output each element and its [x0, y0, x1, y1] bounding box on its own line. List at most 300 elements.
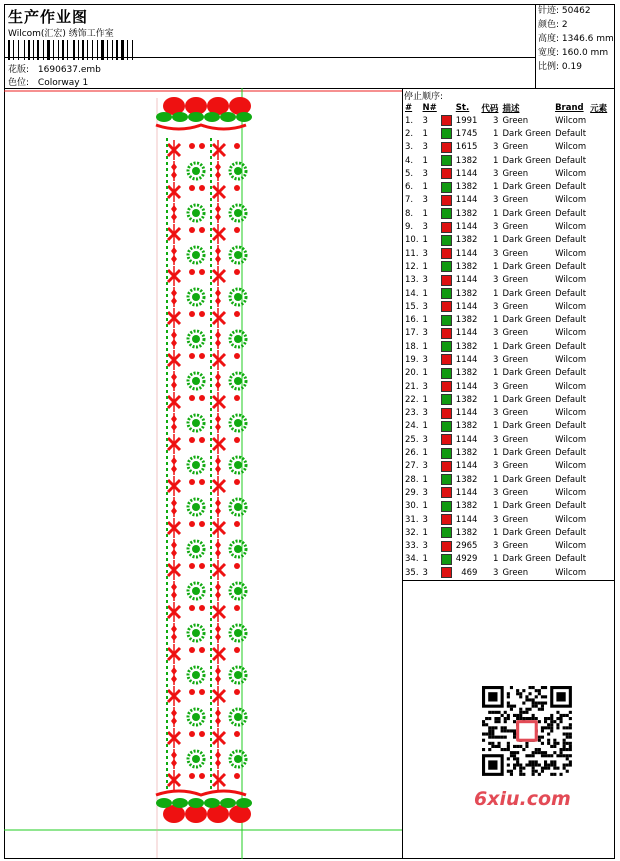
row-description: Dark Green [502, 501, 552, 512]
row-element [588, 167, 609, 180]
row-description: Dark Green [502, 474, 552, 485]
row-needle: 1 [422, 341, 428, 352]
row-swatch [439, 260, 454, 273]
row-description: Dark Green [502, 288, 552, 299]
row-needle: 1 [422, 261, 428, 272]
row-brand: Wilcom [555, 408, 587, 419]
row-element [588, 247, 609, 260]
row-stitches: 1382 [455, 341, 478, 352]
row-element [588, 340, 609, 353]
row-index: 34. [405, 554, 419, 565]
page-subtitle: Wilcom(汇宏) 绣饰工作室 [8, 29, 114, 39]
row-swatch [439, 433, 454, 446]
table-row [403, 167, 609, 180]
qr-code-image [470, 682, 586, 782]
row-needle: 1 [422, 155, 428, 166]
row-needle: 3 [422, 115, 428, 126]
table-row [403, 446, 609, 459]
row-swatch [439, 154, 454, 167]
row-description: Green [502, 222, 529, 233]
color-swatch [441, 301, 452, 312]
color-swatch [441, 368, 452, 379]
row-element [588, 380, 609, 393]
row-element [588, 220, 609, 233]
row-code: 1 [493, 315, 499, 326]
row-needle: 3 [422, 381, 428, 392]
row-description: Dark Green [502, 235, 552, 246]
row-stitches: 1382 [455, 368, 478, 379]
row-brand: Wilcom [555, 275, 587, 286]
row-brand: Default [555, 208, 587, 219]
table-row [403, 566, 609, 579]
color-swatch [441, 315, 452, 326]
row-description: Dark Green [502, 394, 552, 405]
row-stitches: 1382 [455, 315, 478, 326]
row-needle: 3 [422, 168, 428, 179]
table-row [403, 540, 609, 553]
color-swatch [441, 354, 452, 365]
row-code: 3 [493, 434, 499, 445]
row-stitches: 1382 [455, 421, 478, 432]
color-swatch [441, 128, 452, 139]
row-needle: 3 [422, 275, 428, 286]
row-stitches: 1745 [455, 128, 478, 139]
row-code: 1 [493, 208, 499, 219]
row-element [588, 260, 609, 273]
row-brand: Default [555, 421, 587, 432]
row-brand: Wilcom [555, 301, 587, 312]
row-code: 1 [493, 368, 499, 379]
row-needle: 1 [422, 474, 428, 485]
row-index: 12. [405, 261, 419, 272]
color-swatch [441, 222, 452, 233]
row-needle: 1 [422, 368, 428, 379]
row-element [588, 207, 609, 220]
row-element [588, 287, 609, 300]
row-code: 1 [493, 448, 499, 459]
color-swatch [441, 567, 452, 578]
row-element [588, 327, 609, 340]
row-code: 1 [493, 501, 499, 512]
row-stitches: 1144 [455, 434, 478, 445]
row-stitches: 1991 [455, 115, 478, 126]
row-swatch [439, 194, 454, 207]
row-needle: 3 [422, 567, 428, 578]
row-description: Green [502, 328, 529, 339]
row-element [588, 500, 609, 513]
row-needle: 1 [422, 501, 428, 512]
color-swatch [441, 541, 452, 552]
row-brand: Default [555, 341, 587, 352]
row-element [588, 460, 609, 473]
embroidery-pattern [156, 97, 252, 823]
row-brand: Wilcom [555, 461, 587, 472]
row-brand: Wilcom [555, 434, 587, 445]
col-header-swatch [439, 101, 454, 114]
row-description: Green [502, 567, 529, 578]
row-swatch [439, 486, 454, 499]
row-needle: 1 [422, 128, 428, 139]
row-swatch [439, 180, 454, 193]
row-stitches: 1382 [455, 155, 478, 166]
row-code: 1 [493, 554, 499, 565]
row-description: Green [502, 195, 529, 206]
row-element [588, 433, 609, 446]
row-element [588, 194, 609, 207]
colorway-label: 色位: [8, 78, 30, 88]
row-element [588, 367, 609, 380]
row-swatch [439, 234, 454, 247]
row-stitches: 1382 [455, 261, 478, 272]
table-row [403, 234, 609, 247]
row-code: 1 [493, 341, 499, 352]
row-needle: 1 [422, 421, 428, 432]
row-index: 9. [405, 222, 414, 233]
row-index: 16. [405, 315, 419, 326]
row-brand: Wilcom [555, 248, 587, 259]
col-header-description: 描述 [502, 103, 520, 114]
row-swatch [439, 220, 454, 233]
row-stitches: 1144 [455, 275, 478, 286]
row-needle: 3 [422, 408, 428, 419]
row-needle: 3 [422, 514, 428, 525]
table-row [403, 353, 609, 366]
row-needle: 3 [422, 354, 428, 365]
row-index: 33. [405, 541, 419, 552]
stat-scale: 比例: 0.19 [538, 62, 582, 72]
row-needle: 1 [422, 448, 428, 459]
row-brand: Default [555, 527, 587, 538]
row-description: Green [502, 115, 529, 126]
row-brand: Default [555, 554, 587, 565]
guide-lines [4, 88, 402, 859]
row-swatch [439, 540, 454, 553]
row-brand: Wilcom [555, 567, 587, 578]
row-code: 3 [493, 142, 499, 153]
table-row [403, 553, 609, 566]
row-stitches: 2965 [455, 541, 478, 552]
row-code: 3 [493, 487, 499, 498]
color-swatch [441, 394, 452, 405]
row-stitches: 1144 [455, 487, 478, 498]
row-element [588, 353, 609, 366]
row-needle: 3 [422, 248, 428, 259]
row-code: 3 [493, 381, 499, 392]
row-element [588, 141, 609, 154]
color-swatch [441, 288, 452, 299]
row-index: 24. [405, 421, 419, 432]
design-file-value: 1690637.emb [37, 65, 101, 75]
row-needle: 1 [422, 315, 428, 326]
row-brand: Wilcom [555, 354, 587, 365]
row-description: Green [502, 168, 529, 179]
table-row [403, 207, 609, 220]
row-description: Green [502, 142, 529, 153]
row-stitches: 1382 [455, 474, 478, 485]
row-stitches: 1144 [455, 354, 478, 365]
table-row [403, 380, 609, 393]
table-row [403, 407, 609, 420]
row-needle: 3 [422, 222, 428, 233]
table-row [403, 194, 609, 207]
row-swatch [439, 526, 454, 539]
row-index: 22. [405, 394, 419, 405]
row-swatch [439, 167, 454, 180]
row-brand: Default [555, 261, 587, 272]
color-swatch [441, 208, 452, 219]
row-element [588, 513, 609, 526]
row-swatch [439, 127, 454, 140]
row-index: 17. [405, 328, 419, 339]
row-code: 3 [493, 541, 499, 552]
row-swatch [439, 353, 454, 366]
watermark-logo: 6xiu.com [474, 788, 571, 810]
row-brand: Default [555, 394, 587, 405]
row-stitches: 1144 [455, 248, 478, 259]
col-header-element: 元素 [590, 103, 608, 114]
row-swatch [439, 446, 454, 459]
row-element [588, 446, 609, 459]
table-row [403, 486, 609, 499]
row-description: Green [502, 487, 529, 498]
row-index: 31. [405, 514, 419, 525]
row-code: 1 [493, 421, 499, 432]
row-code: 3 [493, 354, 499, 365]
col-header-index: # [405, 102, 413, 113]
row-brand: Default [555, 182, 587, 193]
row-element [588, 234, 609, 247]
row-description: Dark Green [502, 155, 552, 166]
row-stitches: 1382 [455, 288, 478, 299]
color-swatch [441, 195, 452, 206]
row-description: Green [502, 381, 529, 392]
row-needle: 1 [422, 235, 428, 246]
row-description: Dark Green [502, 421, 552, 432]
color-swatch [441, 341, 452, 352]
row-stitches: 1382 [455, 182, 478, 193]
row-code: 1 [493, 235, 499, 246]
table-row [403, 460, 609, 473]
row-description: Green [502, 541, 529, 552]
table-row [403, 433, 609, 446]
table-row [403, 340, 609, 353]
row-index: 6. [405, 182, 414, 193]
row-stitches: 1144 [455, 461, 478, 472]
stat-height: 高度: 1346.6 mm [538, 34, 614, 44]
table-row [403, 420, 609, 433]
table-row [403, 393, 609, 406]
row-code: 3 [493, 328, 499, 339]
row-index: 18. [405, 341, 419, 352]
row-stitches: 469 [461, 567, 478, 578]
row-index: 29. [405, 487, 419, 498]
row-code: 1 [493, 128, 499, 139]
table-row [403, 127, 609, 140]
color-swatch [441, 275, 452, 286]
row-needle: 3 [422, 487, 428, 498]
color-swatch [441, 501, 452, 512]
table-row [403, 473, 609, 486]
row-swatch [439, 274, 454, 287]
row-stitches: 1382 [455, 235, 478, 246]
row-index: 19. [405, 354, 419, 365]
row-brand: Wilcom [555, 487, 587, 498]
color-swatch [441, 168, 452, 179]
color-swatch [441, 248, 452, 259]
row-swatch [439, 313, 454, 326]
row-index: 1. [405, 115, 414, 126]
color-swatch [441, 461, 452, 472]
colorway-row [8, 75, 88, 88]
color-swatch [441, 434, 452, 445]
row-description: Green [502, 461, 529, 472]
color-swatch [441, 421, 452, 432]
color-swatch [441, 527, 452, 538]
header-panel [4, 4, 536, 88]
row-description: Dark Green [502, 368, 552, 379]
col-header-needle: N# [422, 102, 437, 113]
color-swatch [441, 554, 452, 565]
color-swatch [441, 487, 452, 498]
table-row [403, 500, 609, 513]
table-row [403, 367, 609, 380]
color-swatch [441, 235, 452, 246]
stat-width: 宽度: 160.0 mm [538, 48, 609, 58]
row-code: 3 [493, 275, 499, 286]
embroidery-preview [4, 88, 402, 859]
row-element [588, 114, 609, 127]
table-row [403, 287, 609, 300]
row-swatch [439, 500, 454, 513]
row-description: Dark Green [502, 527, 552, 538]
row-code: 3 [493, 168, 499, 179]
table-row [403, 526, 609, 539]
row-brand: Default [555, 448, 587, 459]
row-description: Green [502, 301, 529, 312]
row-code: 3 [493, 514, 499, 525]
color-swatch [441, 182, 452, 193]
row-index: 28. [405, 474, 419, 485]
header-divider [4, 57, 536, 58]
stop-sequence-table [403, 101, 609, 579]
row-stitches: 1144 [455, 195, 478, 206]
stop-sequence-label: 停止顺序: [404, 92, 444, 102]
table-row [403, 260, 609, 273]
row-needle: 3 [422, 301, 428, 312]
row-index: 5. [405, 168, 414, 179]
row-brand: Default [555, 474, 587, 485]
row-brand: Default [555, 315, 587, 326]
row-brand: Default [555, 128, 587, 139]
row-stitches: 1382 [455, 394, 478, 405]
row-swatch [439, 407, 454, 420]
col-header-stitches: St. [455, 102, 470, 113]
row-swatch [439, 393, 454, 406]
row-description: Dark Green [502, 128, 552, 139]
row-brand: Wilcom [555, 514, 587, 525]
row-stitches: 1144 [455, 222, 478, 233]
row-needle: 1 [422, 182, 428, 193]
row-code: 3 [493, 195, 499, 206]
row-index: 30. [405, 501, 419, 512]
table-bottom-divider [402, 580, 615, 581]
row-stitches: 1615 [455, 142, 478, 153]
color-swatch [441, 261, 452, 272]
row-description: Green [502, 354, 529, 365]
row-brand: Wilcom [555, 115, 587, 126]
row-index: 15. [405, 301, 419, 312]
row-swatch [439, 327, 454, 340]
color-swatch [441, 381, 452, 392]
row-brand: Default [555, 501, 587, 512]
row-index: 11. [405, 248, 419, 259]
stat-stitches: 针迹: 50462 [538, 6, 591, 16]
row-element [588, 313, 609, 326]
row-code: 1 [493, 527, 499, 538]
row-description: Dark Green [502, 315, 552, 326]
row-index: 25. [405, 434, 419, 445]
color-swatch [441, 448, 452, 459]
row-swatch [439, 114, 454, 127]
row-swatch [439, 513, 454, 526]
row-swatch [439, 141, 454, 154]
row-index: 32. [405, 527, 419, 538]
design-file-label: 花版: [8, 65, 30, 75]
row-element [588, 407, 609, 420]
stat-colors: 颜色: 2 [538, 20, 568, 30]
row-swatch [439, 553, 454, 566]
row-brand: Default [555, 235, 587, 246]
row-index: 4. [405, 155, 414, 166]
row-element [588, 154, 609, 167]
row-description: Green [502, 514, 529, 525]
row-needle: 1 [422, 554, 428, 565]
row-element [588, 420, 609, 433]
row-brand: Wilcom [555, 195, 587, 206]
row-index: 35. [405, 567, 419, 578]
page-title: 生产作业图 [8, 8, 89, 26]
table-row [403, 220, 609, 233]
row-code: 1 [493, 474, 499, 485]
row-index: 3. [405, 142, 414, 153]
row-code: 3 [493, 115, 499, 126]
row-index: 21. [405, 381, 419, 392]
row-brand: Wilcom [555, 381, 587, 392]
row-description: Dark Green [502, 182, 552, 193]
row-stitches: 1382 [455, 208, 478, 219]
row-swatch [439, 300, 454, 313]
table-row [403, 313, 609, 326]
table-row [403, 247, 609, 260]
row-index: 14. [405, 288, 419, 299]
row-stitches: 1382 [455, 527, 478, 538]
row-description: Dark Green [502, 448, 552, 459]
row-element [588, 127, 609, 140]
color-swatch [441, 514, 452, 525]
row-swatch [439, 207, 454, 220]
row-needle: 1 [422, 288, 428, 299]
color-swatch [441, 474, 452, 485]
row-brand: Wilcom [555, 142, 587, 153]
row-brand: Default [555, 368, 587, 379]
row-swatch [439, 247, 454, 260]
row-code: 3 [493, 408, 499, 419]
color-swatch [441, 328, 452, 339]
table-row [403, 327, 609, 340]
row-code: 3 [493, 248, 499, 259]
design-file-row [8, 62, 101, 75]
table-header-row [403, 101, 609, 114]
